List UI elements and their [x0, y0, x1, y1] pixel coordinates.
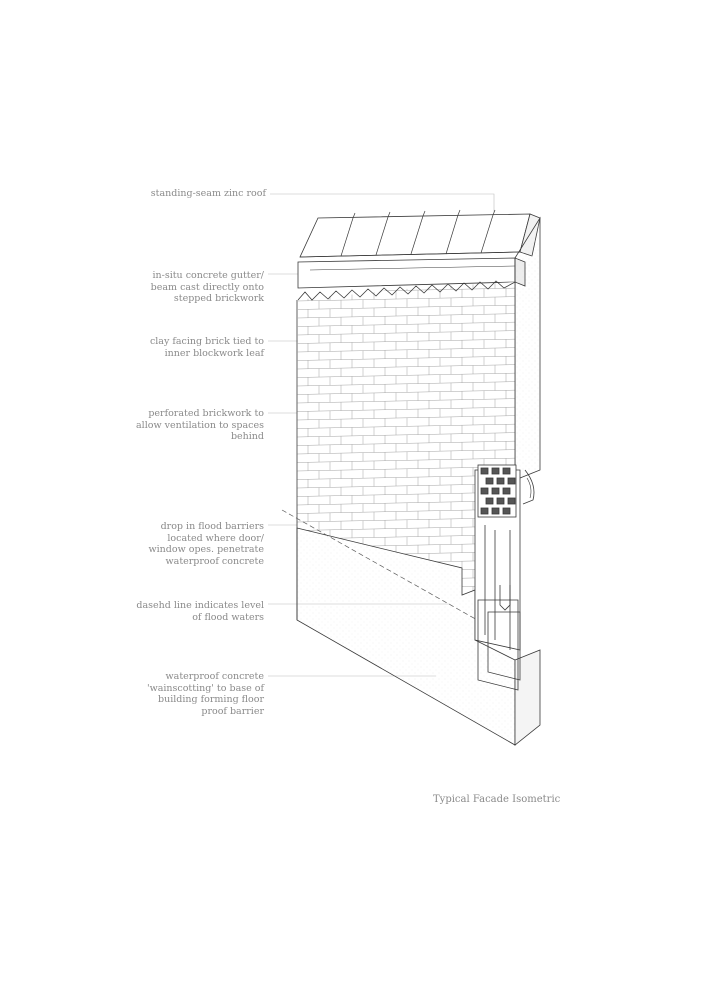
annotation-gutter: in-situ concrete gutter/ beam cast directly onto stepped brickwork [150, 270, 264, 304]
annotation-perforated: perforated brickwork to allow ventilation to spaces behind [136, 408, 264, 442]
perforated-brick-grid [478, 465, 516, 517]
right-side-face [515, 218, 540, 480]
annotation-wainscot: waterproof concrete 'wainscotting' to base of building forming floor proof barrier [146, 671, 264, 717]
drawing-caption: Typical Facade Isometric [433, 794, 561, 805]
annotation-flood-barrier: drop in flood barriers located where door/ window opes. penetrate waterproof concrete [148, 521, 264, 567]
annotation-brick: clay facing brick tied to inner blockwork leaf [149, 336, 264, 359]
annotation-roof: standing-seam zinc roof [150, 188, 266, 199]
annotation-flood-level: dasehd line indicates level of flood waters [136, 600, 264, 623]
roof [300, 210, 540, 257]
